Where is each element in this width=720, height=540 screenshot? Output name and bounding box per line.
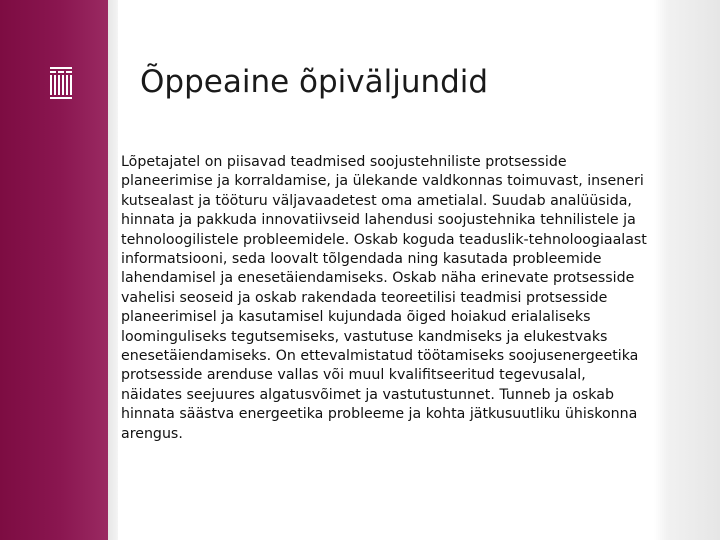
right-edge-shadow xyxy=(654,0,720,540)
slide-body-text: Lõpetajatel on piisavad teadmised soojustehniliste protsesside planeerimise ja korraldamise, ja ülekande valdkonnas toimuvast, inseneri kutsealast ja tööturu väljavaadetest oma ametialal. Suudab analüüsida, hinnata ja pakkuda innovatiivseid lahendusi soojustehnika tehnilistele ja tehnoloogilistele probleemidele. Oskab koguda teaduslik-tehnoloogiaalast informatsiooni, seda loovalt tõlgendada ning kasutada probleemide lahendamisel ja enesetäiendamiseks. Oskab näha erinevate protsesside vahelisi seoseid ja oskab rakendada teoreetilisi teadmisi protsesside planeerimisel ja kasutamisel kujundada õiged hoiakud erialaliseks loominguliseks tegutsemiseks, vastutuse kandmiseks ja elukestvaks enesetäiendamiseks. On ettevalmistatud töötamiseks soojusenergeetika protsesside arenduse vallas või muul kvalifitseeritud tegevusalal, näidates seejuures algatusvõimet ja vastutustunnet. Tunneb ja oskab hinnata säästva energeetika probleeme ja kohta jätkusuutliku ühiskonna arengus. xyxy=(121,154,647,442)
sidebar-shadow xyxy=(108,0,118,540)
university-logo-icon xyxy=(50,67,72,99)
slide-title: Õppeaine õpiväljundid xyxy=(140,64,489,100)
